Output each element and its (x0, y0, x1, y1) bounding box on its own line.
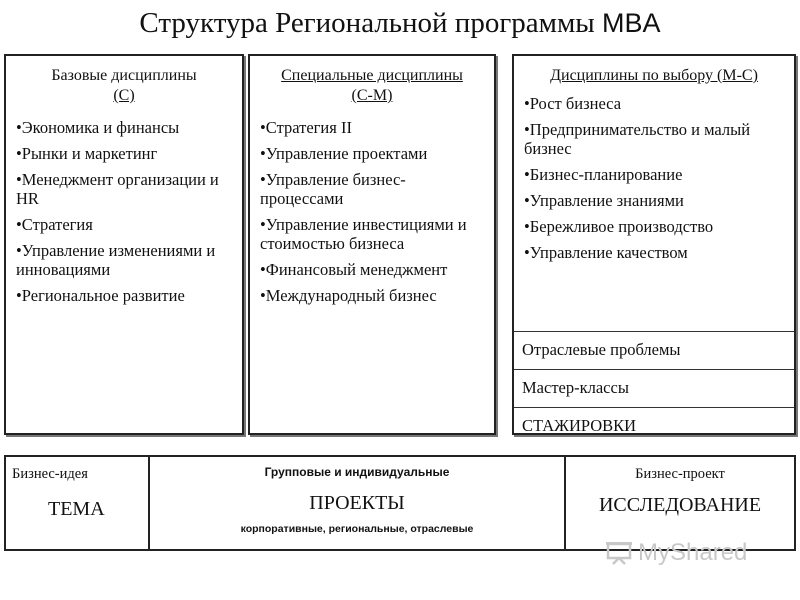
list-item: •Стратегия II (260, 118, 352, 137)
topic-label: ТЕМА (48, 498, 105, 520)
watermark (606, 536, 747, 570)
special-heading-line2: (С-М) (351, 87, 393, 104)
list-item: •Региональное развитие (16, 286, 185, 305)
elective-disciplines-heading: Дисциплины по выбору (М-С) (550, 67, 758, 84)
special-disciplines-box (248, 54, 496, 435)
projects-note: корпоративные, региональные, отраслевые (240, 523, 474, 535)
list-item: •Бизнес-планирование (524, 165, 683, 184)
special-disciplines-list (250, 118, 494, 305)
list-item: •Менеджмент организации и HR (16, 170, 219, 208)
basic-disciplines-list (6, 118, 242, 305)
title-abbr: MBA (602, 8, 661, 38)
elective-disciplines-list (514, 94, 794, 262)
business-idea-label: Бизнес-идея (12, 466, 88, 482)
basic-heading-line2: (С) (113, 87, 135, 104)
list-item: •Рост бизнеса (524, 94, 622, 113)
special-heading-line1: Специальные дисциплины (281, 67, 463, 84)
list-item: •Управление бизнес-процессами (260, 170, 406, 208)
internships-row: СТАЖИРОВКИ (514, 407, 794, 435)
list-item: •Стратегия (16, 215, 93, 234)
master-classes-row: Мастер-классы (514, 369, 794, 407)
list-item: •Предпринимательство и малый бизнес (524, 120, 751, 158)
list-item: •Бережливое производство (524, 217, 714, 236)
watermark-text: MyShared (638, 539, 748, 566)
projects-cell (150, 457, 566, 549)
presentation-icon (606, 541, 632, 565)
list-item: •Управление качеством (524, 243, 688, 262)
special-disciplines-heading (250, 56, 494, 106)
elective-disciplines-box (512, 54, 796, 435)
business-project-label: Бизнес-проект (635, 466, 725, 482)
business-idea-cell (6, 457, 150, 549)
research-label: ИССЛЕДОВАНИЕ (598, 494, 762, 516)
projects-type-label: Групповые и индивидуальные (264, 465, 450, 479)
list-item: •Экономика и финансы (16, 118, 180, 137)
industry-problems-row: Отраслевые проблемы (514, 331, 794, 369)
projects-label: ПРОЕКТЫ (309, 492, 405, 514)
basic-disciplines-box (4, 54, 244, 435)
page-title (0, 6, 800, 40)
list-item: •Управление знаниями (524, 191, 684, 210)
basic-heading-line1: Базовые дисциплины (51, 67, 197, 84)
list-item: •Рынки и маркетинг (16, 144, 158, 163)
title-main: Структура Региональной программы (139, 7, 595, 39)
list-item: •Международный бизнес (260, 286, 437, 305)
basic-disciplines-heading (6, 56, 242, 106)
list-item: •Управление проектами (260, 144, 428, 163)
list-item: •Управление изменениями и инновациями (16, 241, 216, 279)
list-item: •Управление инвестициями и стоимостью бизнеса (260, 215, 467, 253)
list-item: •Финансовый менеджмент (260, 260, 448, 279)
